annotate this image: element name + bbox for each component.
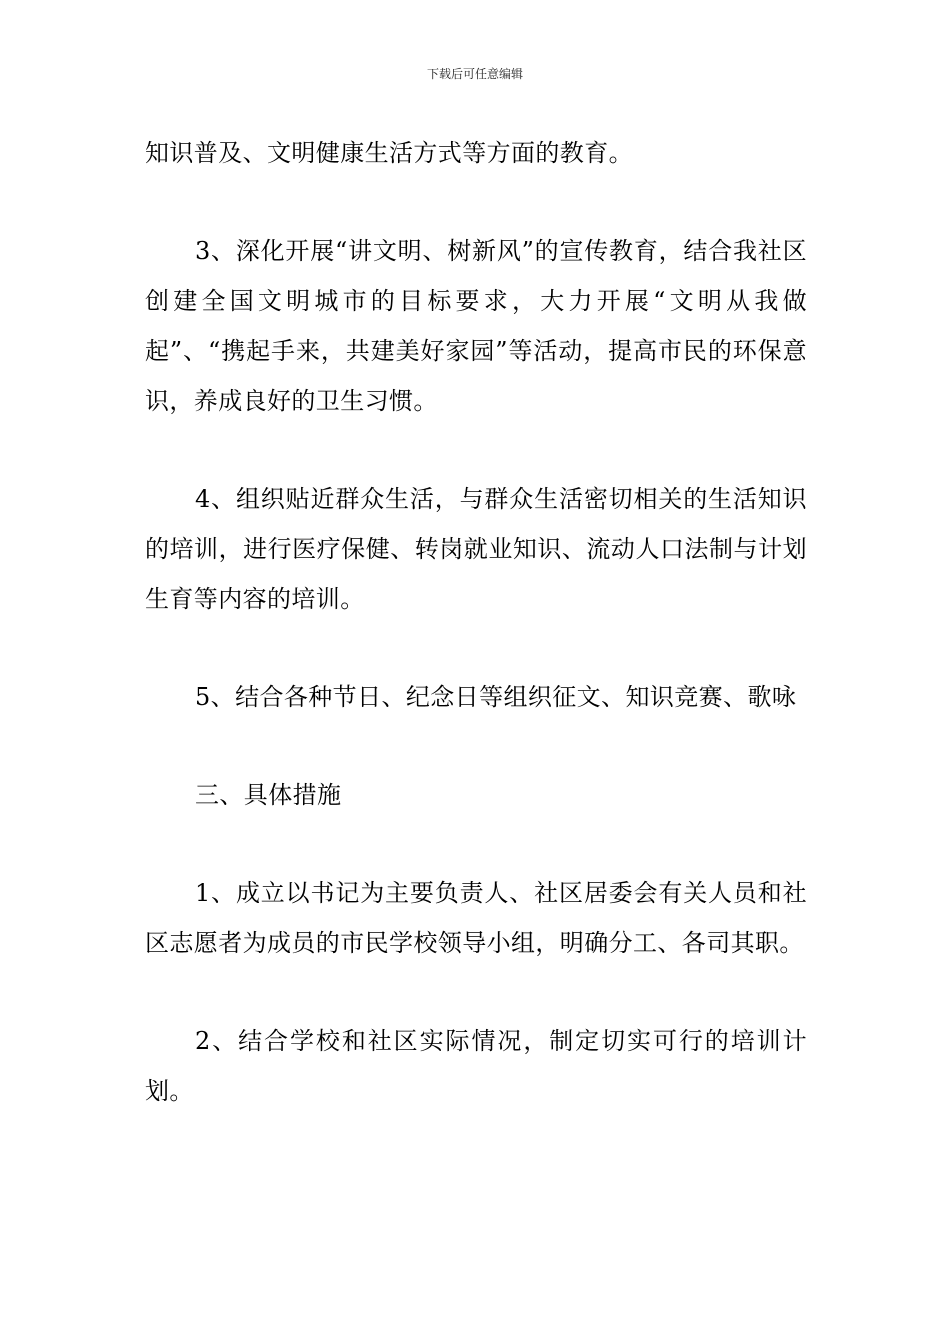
paragraph-item-5: 5、结合各种节日、纪念日等组织征文、知识竞赛、歌咏 <box>195 683 797 711</box>
document-body <box>145 128 807 1116</box>
paragraph-item-3: 3、深化开展“讲文明、树新风”的宣传教育，结合我社区创建全国文明城市的目标要求，大力开展“文明从我做起”、“携起手来，共建美好家园”等活动，提高市民的环保意识，养成良好的卫生习惯。 <box>145 237 807 415</box>
paragraph-item-4: 4、组织贴近群众生活，与群众生活密切相关的生活知识的培训，进行医疗保健、转岗就业知识、流动人口法制与计划生育等内容的培训。 <box>145 485 807 613</box>
section-heading: 三、具体措施 <box>195 781 342 809</box>
paragraph-measure-1: 1、成立以书记为主要负责人、社区居委会有关人员和社区志愿者为成员的市民学校领导小组，明确分工、各司其职。 <box>145 879 807 957</box>
paragraph-continuation: 知识普及、文明健康生活方式等方面的教育。 <box>145 139 633 167</box>
page-header-note: 下载后可任意编辑 <box>426 67 523 81</box>
paragraph-measure-2: 2、结合学校和社区实际情况，制定切实可行的培训计划。 <box>145 1027 807 1105</box>
